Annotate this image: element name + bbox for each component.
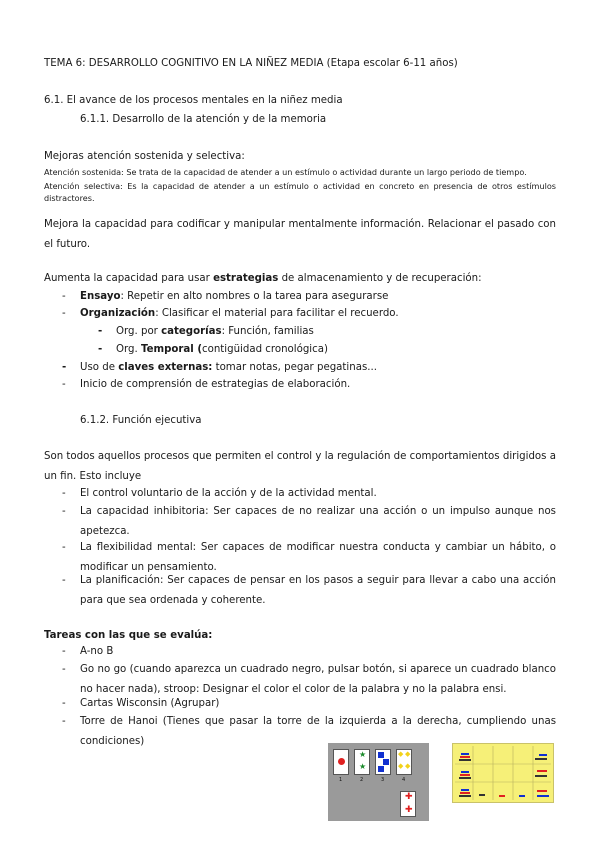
codificar-paragraph: Mejora la capacidad para codificar y manipular mentalmente información. Relacionar el pasado con el futuro. bbox=[44, 219, 556, 250]
bullet-dash: - bbox=[62, 308, 66, 319]
card-number: 4 bbox=[402, 777, 406, 783]
list-item: La planificación: Ser capaces de pensar en los pasos a seguir para llevar a cabo una acción para que sea ordenada y coherente. bbox=[80, 575, 556, 606]
tareas-heading: Tareas con las que se evalúa: bbox=[44, 630, 213, 641]
bullet-dash: - bbox=[62, 716, 66, 727]
bullet-dash: - bbox=[98, 326, 103, 337]
atencion-heading: Mejoras atención sostenida y selectiva: bbox=[44, 151, 245, 162]
list-item: Torre de Hanoi (Tienes que pasar la torre de la izquierda a la derecha, cumpliendo unas condiciones) bbox=[80, 716, 556, 747]
section-heading-6-1: 6.1. El avance de los procesos mentales en la niñez media bbox=[44, 95, 343, 106]
bullet-dash: - bbox=[62, 506, 66, 517]
card-number: 1 bbox=[339, 777, 343, 783]
list-item: El control voluntario de la acción y de la actividad mental. bbox=[80, 488, 377, 499]
bullet-dash: - bbox=[62, 575, 66, 586]
list-item: Go no go (cuando aparezca un cuadrado negro, pulsar botón, si aparece un cuadrado blanco no hacer nada), stroop: Designar el color el color de la palabra y no la palabra ensi. bbox=[80, 664, 556, 695]
wisconsin-cards-figure bbox=[328, 743, 429, 821]
card-green-stars: ★ ★ bbox=[354, 749, 370, 775]
list-item: A-no B bbox=[80, 646, 114, 657]
card-number: 3 bbox=[381, 777, 385, 783]
tower-of-hanoi-figure bbox=[452, 743, 554, 803]
list-item: Cartas Wisconsin (Agrupar) bbox=[80, 698, 220, 709]
bullet-dash: - bbox=[62, 664, 66, 675]
bullet-dash: - bbox=[98, 344, 103, 355]
document-title: TEMA 6: DESARROLLO COGNITIVO EN LA NIÑEZ MEDIA (Etapa escolar 6-11 años) bbox=[44, 58, 458, 69]
tower-of-hanoi-icon bbox=[453, 744, 553, 802]
card-red-circle bbox=[333, 749, 349, 775]
bullet-dash: - bbox=[62, 542, 66, 553]
atencion-sostenida: Atención sostenida: Se trata de la capacidad de atender a un estímulo o actividad durante un largo periodo de tiempo. bbox=[44, 167, 527, 177]
card-blue-squares bbox=[375, 749, 391, 775]
bullet-dash: - bbox=[62, 291, 66, 302]
ejecutiva-intro: Son todos aquellos procesos que permiten el control y la regulación de comportamientos dirigidos a un fin. Esto incluye bbox=[44, 451, 556, 482]
section-heading-6-1-1: 6.1.1. Desarrollo de la atención y de la memoria bbox=[80, 114, 327, 125]
list-item-inicio: Inicio de comprensión de estrategias de elaboración. bbox=[80, 379, 351, 390]
card-red-crosses: ✚ ✚ bbox=[400, 791, 416, 817]
bullet-dash: - bbox=[62, 698, 66, 709]
card-yellow-diamonds: ◆ ◆ ◆ ◆ bbox=[396, 749, 412, 775]
list-item-organizacion: Organización: Clasificar el material para facilitar el recuerdo. bbox=[80, 308, 399, 319]
list-item-temporal: Org. Temporal (contigüidad cronológica) bbox=[116, 344, 328, 355]
bullet-dash: - bbox=[62, 646, 66, 657]
atencion-selectiva: Atención selectiva: Es la capacidad de atender a un estímulo o actividad en concreto en presencia de otros estímulos distractores. bbox=[44, 181, 556, 203]
section-heading-6-1-2: 6.1.2. Función ejecutiva bbox=[80, 415, 202, 426]
list-item: La capacidad inhibitoria: Ser capaces de no realizar una acción o un impulso aunque nos apetezca. bbox=[80, 506, 556, 537]
list-item-categorias: Org. por categorías: Función, familias bbox=[116, 326, 314, 337]
estrategias-intro: Aumenta la capacidad para usar estrategias de almacenamiento y de recuperación: bbox=[44, 273, 482, 284]
card-number: 2 bbox=[360, 777, 364, 783]
list-item-ensayo: Ensayo: Repetir en alto nombres o la tarea para asegurarse bbox=[80, 291, 389, 302]
bullet-dash: - bbox=[62, 362, 67, 373]
list-item: La flexibilidad mental: Ser capaces de modificar nuestra conducta y cambiar un hábito, o modificar un pensamiento. bbox=[80, 542, 556, 573]
list-item-claves: Uso de claves externas: tomar notas, pegar pegatinas... bbox=[80, 362, 377, 373]
bullet-dash: - bbox=[62, 488, 66, 499]
bullet-dash: - bbox=[62, 379, 66, 390]
